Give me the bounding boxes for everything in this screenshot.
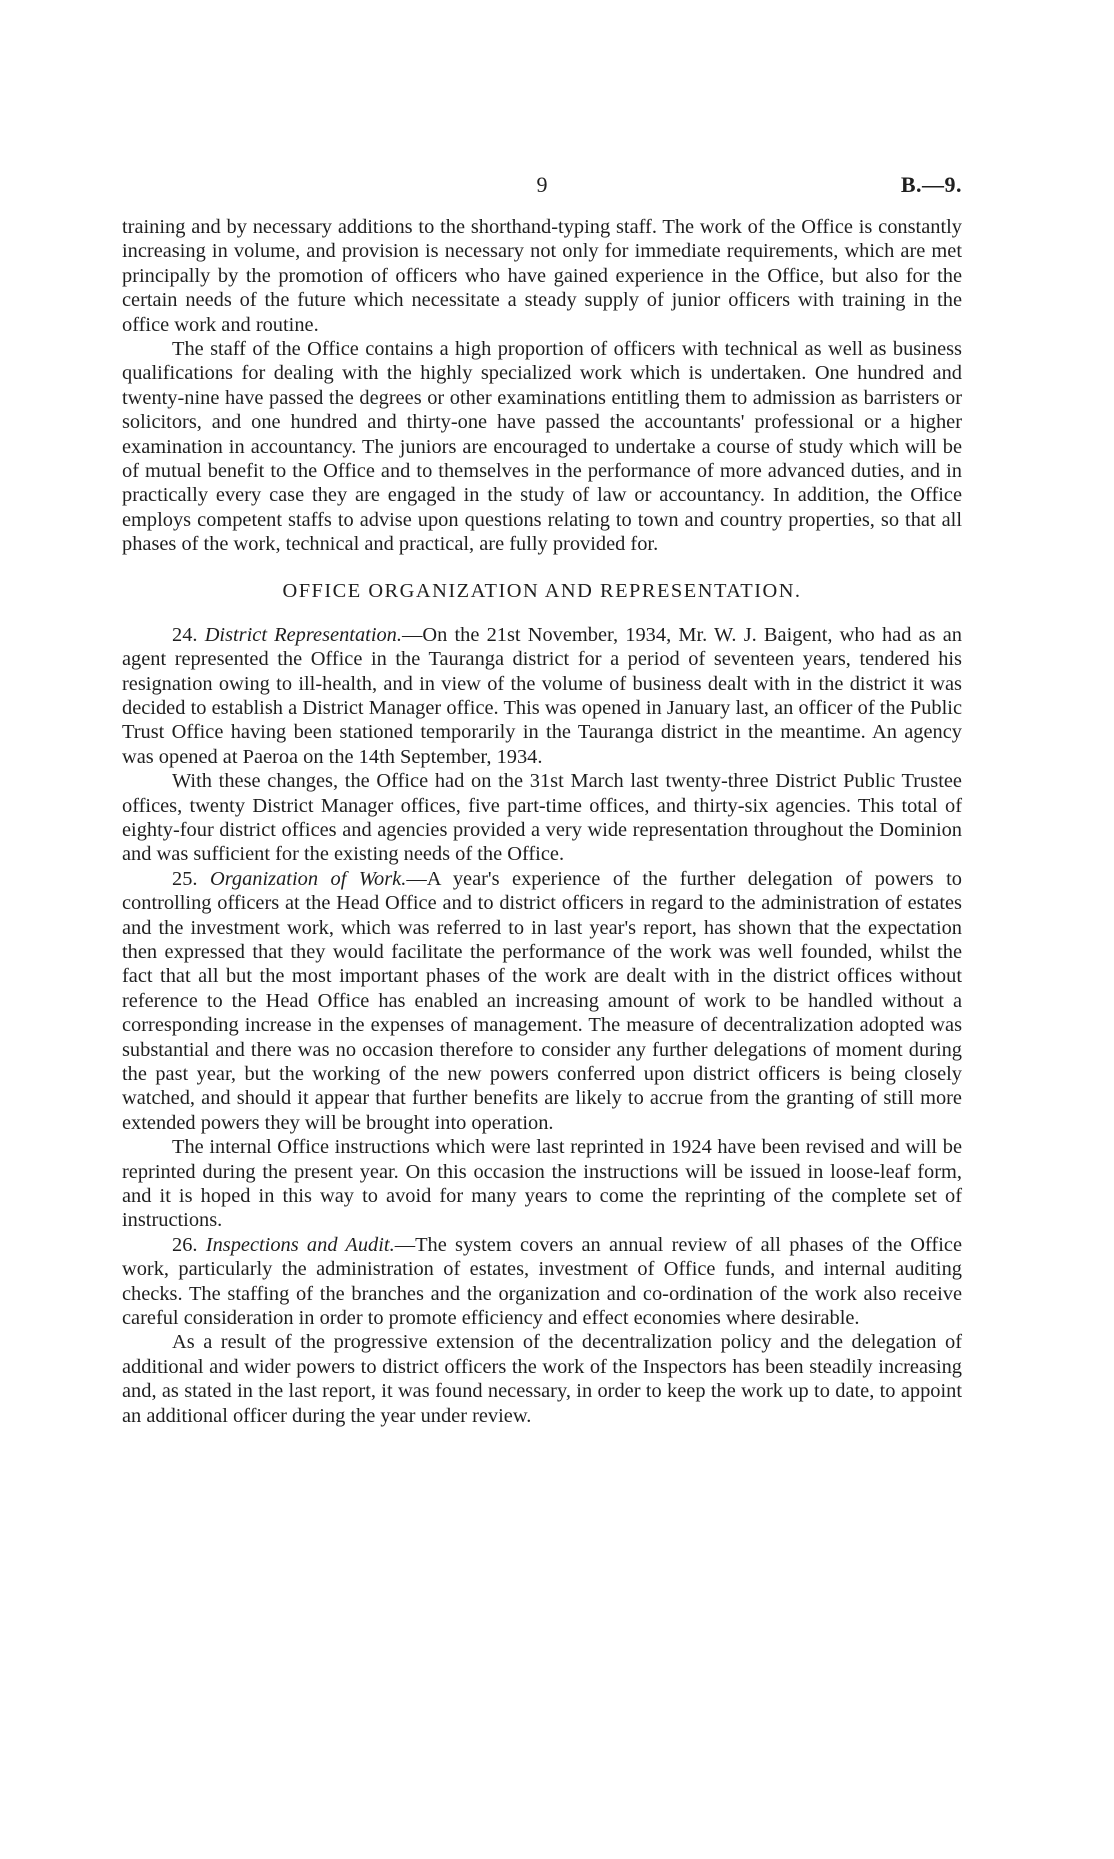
paragraph-training: training and by necessary additions to the shorthand-typing staff. The work of the Office is constantly increasing in volume, and provision is necessary not only for immediate requirements, which are met principally by the promotion of officers who have gained experience in the Office, but also for the certain needs of the future which necessitate a steady supply of junior officers with training in the office work and routine. bbox=[122, 216, 962, 336]
page-body bbox=[122, 215, 962, 1428]
section-number: 25. bbox=[172, 867, 198, 890]
paragraph-office-instructions: The internal Office instructions which were last reprinted in 1924 have been revised and will be reprinted during the present year. On this occasion the instructions will be issued in loose-leaf form, and it is hoped in this way to avoid for many years to come the reprinting of the complete set of instructions. bbox=[122, 1136, 962, 1232]
page-number: 9 bbox=[536, 172, 548, 197]
paragraph-district-offices-total: With these changes, the Office had on the 31st March last twenty-three District Public Trustee offices, twenty District Manager offices, five part-time offices, and thirty-six agencies. This total of eighty-four district offices and agencies provided a very wide representation throughout the Dominion and was sufficient for the existing needs of the Office. bbox=[122, 770, 962, 866]
section-number: 24. bbox=[172, 623, 198, 646]
paragraph-district-representation bbox=[122, 623, 962, 769]
section-title: Organization of Work. bbox=[210, 867, 407, 890]
section-text: —On the 21st November, 1934, Mr. W. J. Baigent, who had as an agent represented the Office in the Tauranga district for a period of seventeen years, tendered his resignation owing to ill-health, and in view of the volume of business dealt with in the district it was decided to establish a District Manager office. This was opened in January last, an officer of the Public Trust Office having been stationed temporarily in the Tauranga district in the meantime. An agency was opened at Paeroa on the 14th September, 1934. bbox=[122, 623, 962, 768]
paragraph-inspections-audit bbox=[122, 1233, 962, 1331]
section-title: Inspections and Audit. bbox=[205, 1233, 395, 1256]
section-text: —The system covers an annual review of all phases of the Office work, particularly the administration of estates, investment of Office funds, and internal auditing checks. The staffing of the branches and the organization and co-ordination of the work also receive careful consideration in order to promote efficiency and effect economies where desirable. bbox=[122, 1233, 962, 1330]
page-header bbox=[122, 172, 962, 202]
section-text: —A year's experience of the further delegation of powers to controlling officers at the Head Office and to district officers in regard to the administration of estates and the investment work, which was referred to in last year's report, has shown that the expectation then expressed that they would facilitate the performance of the work was well founded, whilst the fact that all but the most important phases of the work are dealt with in the district offices without reference to the Head Office has enabled an increasing amount of work to be handled without a corresponding increase in the expenses of management. The measure of decentralization adopted was substantial and there was no occasion therefore to consider any further delegations of moment during the past year, but the working of the new powers conferred upon district officers is being closely watched, and should it appear that further benefits are likely to accrue from the granting of still more extended powers they will be brought into operation. bbox=[122, 867, 962, 1134]
section-heading: OFFICE ORGANIZATION AND REPRESENTATION. bbox=[282, 579, 802, 602]
paragraph-staff-qualifications: The staff of the Office contains a high proportion of officers with technical as well as business qualifications for dealing with the highly specialized work which is undertaken. One hundred and twenty-nine have passed the degrees or other examinations entitling them to admission as barristers or solicitors, and one hundred and thirty-one have passed the accountants' professional or a higher examination in accountancy. The juniors are encouraged to undertake a course of study which will be of mutual benefit to the Office and to themselves in the performance of more advanced duties, and in practically every case they are engaged in the study of law or accountancy. In addition, the Office employs competent staffs to advise upon questions relating to town and country properties, so that all phases of the work, technical and practical, are fully provided for. bbox=[122, 338, 962, 556]
section-title: District Representation. bbox=[204, 623, 402, 646]
section-number: 26. bbox=[172, 1233, 198, 1256]
paragraph-organization-of-work bbox=[122, 867, 962, 1135]
paragraph-inspectors-work: As a result of the progressive extension of the decentralization policy and the delegation of additional and wider powers to district officers the work of the Inspectors has been steadily increasing and, as stated in the last report, it was found necessary, in order to keep the work up to date, to appoint an additional officer during the year under review. bbox=[122, 1331, 962, 1427]
document-reference: B.—9. bbox=[900, 172, 962, 197]
